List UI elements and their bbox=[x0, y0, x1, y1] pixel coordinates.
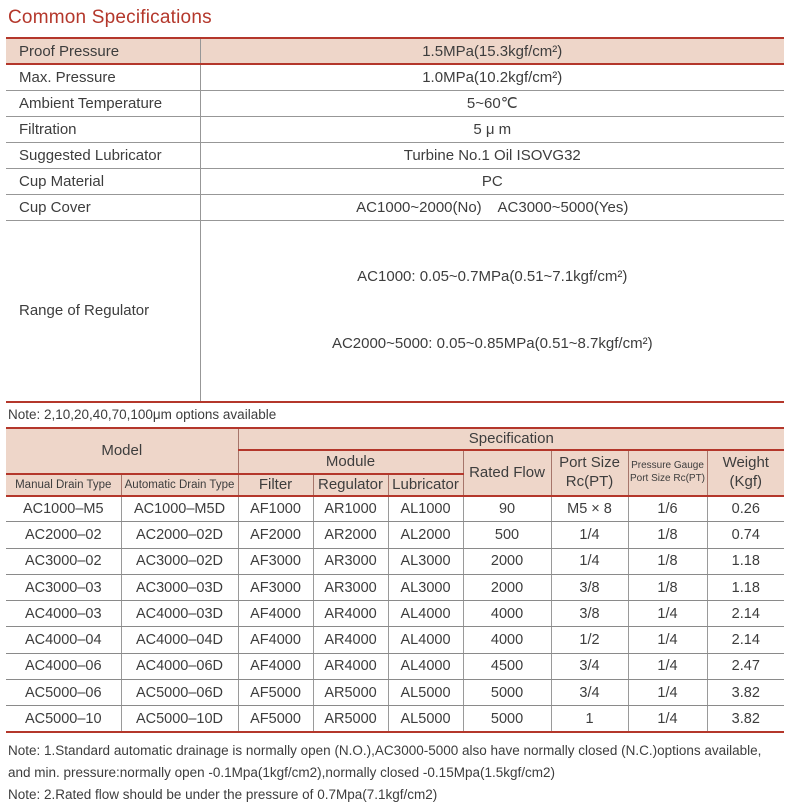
spec-row-suggested-lubricator bbox=[6, 142, 784, 168]
model-table-cell: AL3000 bbox=[388, 574, 463, 600]
model-table-cell: 3/4 bbox=[551, 653, 628, 679]
model-table-cell: 5000 bbox=[463, 706, 551, 732]
model-table-cell: AR1000 bbox=[313, 496, 388, 522]
th-weight-line2: (Kgf) bbox=[729, 472, 763, 490]
model-table-cell: AC2000–02D bbox=[121, 522, 238, 548]
model-table-cell: AC4000–04 bbox=[6, 627, 121, 653]
model-table-row bbox=[6, 653, 784, 679]
model-table-cell: 1/8 bbox=[628, 548, 707, 574]
model-table-cell: 4500 bbox=[463, 653, 551, 679]
model-table-cell: AR5000 bbox=[313, 680, 388, 706]
model-table-cell: AF2000 bbox=[238, 522, 313, 548]
model-table-cell: AC3000–03D bbox=[121, 574, 238, 600]
model-table-cell: AR5000 bbox=[313, 706, 388, 732]
model-table-cell: 90 bbox=[463, 496, 551, 522]
footnote-1-line2: and min. pressure:normally open -0.1Mpa(1kgf/cm2),normally closed -0.15Mpa(1.5kgf/cm2) bbox=[8, 765, 555, 781]
spec-label: Cup Material bbox=[6, 168, 200, 194]
spec-row-cup-cover bbox=[6, 194, 784, 220]
th-gauge-line2: Port Size Rc(PT) bbox=[630, 472, 706, 484]
model-table-cell: AC4000–03 bbox=[6, 601, 121, 627]
model-table-cell: AC5000–06D bbox=[121, 680, 238, 706]
model-table-cell: 0.74 bbox=[707, 522, 784, 548]
model-table-cell: AL5000 bbox=[388, 706, 463, 732]
model-table-cell: AC1000–M5D bbox=[121, 496, 238, 522]
model-table-cell: AR4000 bbox=[313, 601, 388, 627]
spec-label: Ambient Temperature bbox=[6, 90, 200, 116]
model-table-row bbox=[6, 548, 784, 574]
th-filter: Filter bbox=[238, 474, 313, 496]
page-title: Common Specifications bbox=[8, 7, 212, 28]
model-table-cell: 1/4 bbox=[551, 548, 628, 574]
model-table-cell: AF3000 bbox=[238, 574, 313, 600]
model-table-cell: 1/8 bbox=[628, 574, 707, 600]
spec-row-ambient-temperature bbox=[6, 90, 784, 116]
spec-row-filtration bbox=[6, 116, 784, 142]
model-table-cell: AF4000 bbox=[238, 627, 313, 653]
model-table-row bbox=[6, 601, 784, 627]
model-table-cell: 1/4 bbox=[628, 680, 707, 706]
model-table-row bbox=[6, 706, 784, 732]
model-table-header-row1 bbox=[6, 428, 784, 450]
model-table-cell: 1/4 bbox=[628, 706, 707, 732]
spec-label: Max. Pressure bbox=[6, 64, 200, 90]
model-table-cell: 3/8 bbox=[551, 601, 628, 627]
model-table-cell: AC5000–10 bbox=[6, 706, 121, 732]
model-table-cell: 2000 bbox=[463, 548, 551, 574]
spec-value: 5~60℃ bbox=[200, 90, 784, 116]
model-table-cell: AC5000–06 bbox=[6, 680, 121, 706]
spec-value: Turbine No.1 Oil ISOVG32 bbox=[200, 142, 784, 168]
spec-label: Filtration bbox=[6, 116, 200, 142]
th-weight-line1: Weight bbox=[722, 453, 769, 471]
model-table-body bbox=[6, 496, 784, 733]
model-table-row bbox=[6, 522, 784, 548]
spec-value: 5 μ m bbox=[200, 116, 784, 142]
model-table-row bbox=[6, 574, 784, 600]
model-table-cell: M5 × 8 bbox=[551, 496, 628, 522]
model-table-cell: AC4000–03D bbox=[121, 601, 238, 627]
model-table-cell: AL4000 bbox=[388, 601, 463, 627]
model-table-cell: 1.18 bbox=[707, 574, 784, 600]
th-lubricator: Lubricator bbox=[388, 474, 463, 496]
model-table-cell: AF3000 bbox=[238, 548, 313, 574]
spec-row-range-of-regulator bbox=[6, 220, 784, 402]
th-port-size bbox=[551, 450, 628, 496]
model-spec-table bbox=[6, 427, 784, 734]
model-table-cell: 2.14 bbox=[707, 601, 784, 627]
model-table-cell: AR3000 bbox=[313, 574, 388, 600]
spec-value bbox=[200, 220, 784, 402]
model-table-cell: 4000 bbox=[463, 627, 551, 653]
model-table-cell: 1/6 bbox=[628, 496, 707, 522]
model-table-row bbox=[6, 496, 784, 522]
spec-label: Cup Cover bbox=[6, 194, 200, 220]
model-table-cell: 1/4 bbox=[628, 601, 707, 627]
th-regulator: Regulator bbox=[313, 474, 388, 496]
model-table-cell: 0.26 bbox=[707, 496, 784, 522]
model-table-cell: 1/8 bbox=[628, 522, 707, 548]
spec-value: PC bbox=[200, 168, 784, 194]
spec-value: 1.5MPa(15.3kgf/cm²) bbox=[200, 38, 784, 64]
model-table-cell: 1.18 bbox=[707, 548, 784, 574]
th-gauge-line1: Pressure Gauge bbox=[631, 460, 704, 471]
model-table-cell: 5000 bbox=[463, 680, 551, 706]
model-table-cell: AC3000–02D bbox=[121, 548, 238, 574]
model-table-row bbox=[6, 627, 784, 653]
spec-row-proof-pressure bbox=[6, 38, 784, 64]
model-table-cell: AL2000 bbox=[388, 522, 463, 548]
model-table-cell: 3.82 bbox=[707, 706, 784, 732]
spec-value: 1.0MPa(10.2kgf/cm²) bbox=[200, 64, 784, 90]
model-table-cell: 1/4 bbox=[551, 522, 628, 548]
footnote-2: Note: 2.Rated flow should be under the pressure of 0.7Mpa(7.1kgf/cm2) bbox=[8, 787, 438, 803]
model-table-cell: AC5000–10D bbox=[121, 706, 238, 732]
common-spec-table bbox=[6, 37, 784, 403]
th-port-size-line2: Rc(PT) bbox=[565, 472, 614, 490]
th-model: Model bbox=[6, 428, 238, 474]
spec-row-max-pressure bbox=[6, 64, 784, 90]
th-weight bbox=[707, 450, 784, 496]
model-table-cell: AL1000 bbox=[388, 496, 463, 522]
spec-label: Suggested Lubricator bbox=[6, 142, 200, 168]
model-table-cell: AC3000–03 bbox=[6, 574, 121, 600]
th-specification: Specification bbox=[238, 428, 784, 450]
th-manual-drain-type: Manual Drain Type bbox=[6, 474, 121, 496]
model-table-cell: 3/8 bbox=[551, 574, 628, 600]
model-table-cell: AL4000 bbox=[388, 627, 463, 653]
model-table-cell: AC4000–06 bbox=[6, 653, 121, 679]
spec-row-cup-material bbox=[6, 168, 784, 194]
model-table-row bbox=[6, 680, 784, 706]
spec-label: Proof Pressure bbox=[6, 38, 200, 64]
model-table-cell: 1/2 bbox=[551, 627, 628, 653]
model-table-cell: AF1000 bbox=[238, 496, 313, 522]
model-table-cell: AL4000 bbox=[388, 653, 463, 679]
model-table-cell: AR4000 bbox=[313, 653, 388, 679]
regulator-range-line1: AC1000: 0.05~0.7MPa(0.51~7.1kgf/cm²) bbox=[357, 267, 628, 285]
model-table-cell: 2000 bbox=[463, 574, 551, 600]
model-table-cell: AC2000–02 bbox=[6, 522, 121, 548]
model-table-cell: 1 bbox=[551, 706, 628, 732]
model-table-cell: AF5000 bbox=[238, 680, 313, 706]
model-table-cell: 2.47 bbox=[707, 653, 784, 679]
spec-value: AC1000~2000(No) AC3000~5000(Yes) bbox=[200, 194, 784, 220]
filtration-options-note: Note: 2,10,20,40,70,100μm options available bbox=[8, 406, 277, 422]
th-port-size-line1: Port Size bbox=[559, 453, 620, 471]
model-table-cell: AL5000 bbox=[388, 680, 463, 706]
model-table-cell: 4000 bbox=[463, 601, 551, 627]
model-table-cell: 3/4 bbox=[551, 680, 628, 706]
regulator-range-line2: AC2000~5000: 0.05~0.85MPa(0.51~8.7kgf/cm²) bbox=[331, 335, 653, 352]
th-module: Module bbox=[238, 450, 463, 474]
th-automatic-drain-type: Automatic Drain Type bbox=[121, 474, 238, 496]
model-table-cell: AF4000 bbox=[238, 601, 313, 627]
model-table-cell: 1/4 bbox=[628, 653, 707, 679]
model-table-cell: AR2000 bbox=[313, 522, 388, 548]
model-table-cell: AC4000–04D bbox=[121, 627, 238, 653]
model-table-cell: AR4000 bbox=[313, 627, 388, 653]
model-table-cell: 2.14 bbox=[707, 627, 784, 653]
model-table-cell: AR3000 bbox=[313, 548, 388, 574]
th-pressure-gauge-port-size bbox=[628, 450, 707, 496]
footnotes bbox=[8, 740, 790, 806]
model-table-cell: AF4000 bbox=[238, 653, 313, 679]
model-table-cell: AC3000–02 bbox=[6, 548, 121, 574]
footnote-1-line1: Note: 1.Standard automatic drainage is normally open (N.O.),AC3000-5000 also have normally closed (N.C.)options available, bbox=[8, 743, 762, 759]
spec-label: Range of Regulator bbox=[6, 220, 200, 402]
model-table-cell: AC4000–06D bbox=[121, 653, 238, 679]
model-table-cell: 1/4 bbox=[628, 627, 707, 653]
model-table-cell: AC1000–M5 bbox=[6, 496, 121, 522]
model-table-cell: 3.82 bbox=[707, 680, 784, 706]
model-table-cell: AF5000 bbox=[238, 706, 313, 732]
model-table-cell: AL3000 bbox=[388, 548, 463, 574]
th-rated-flow: Rated Flow bbox=[463, 450, 551, 496]
model-table-cell: 500 bbox=[463, 522, 551, 548]
